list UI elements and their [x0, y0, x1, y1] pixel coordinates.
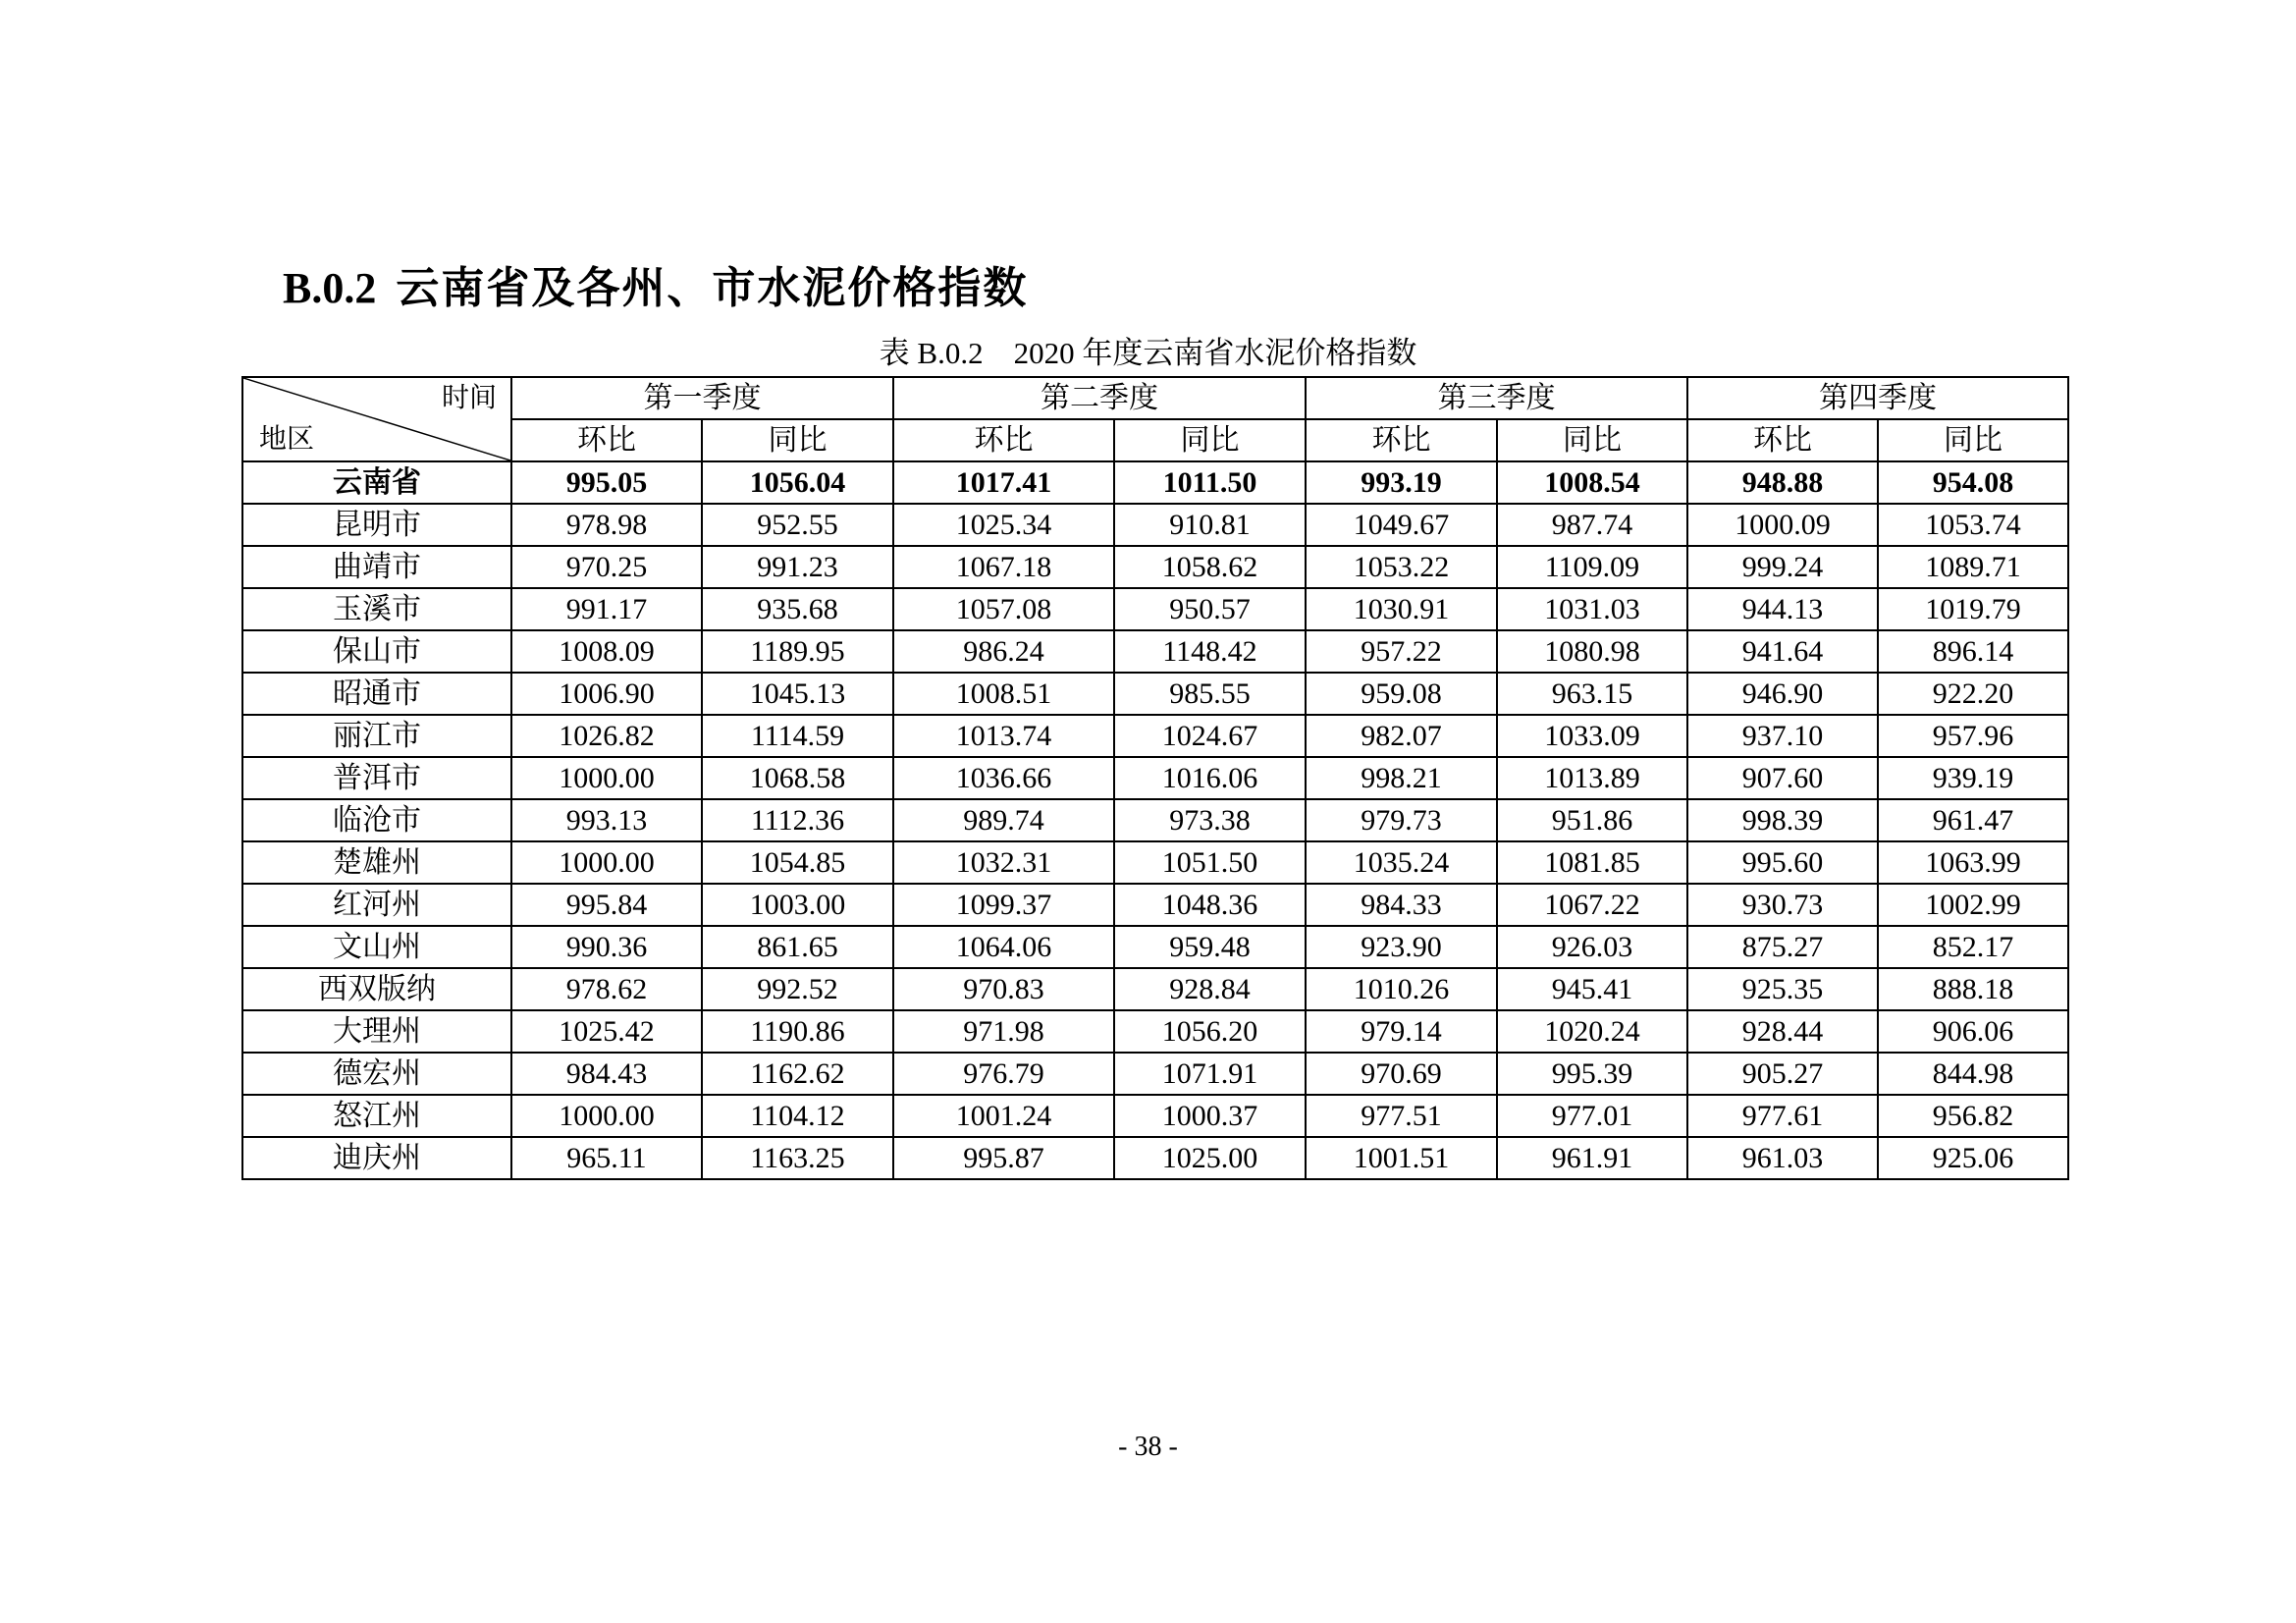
- region-cell: 红河州: [242, 884, 511, 926]
- quarter-header-q1: 第一季度: [511, 377, 893, 419]
- table-row: [242, 841, 2068, 884]
- value-cell: 991.17: [511, 588, 702, 630]
- value-cell: 1019.79: [1878, 588, 2068, 630]
- value-cell: 970.25: [511, 546, 702, 588]
- table-caption: 表 B.0.2 2020 年度云南省水泥价格指数: [879, 336, 1417, 370]
- region-cell: 保山市: [242, 630, 511, 673]
- value-cell: 1190.86: [702, 1010, 893, 1053]
- value-cell: 888.18: [1878, 968, 2068, 1010]
- value-cell: 1053.22: [1306, 546, 1497, 588]
- value-cell: 1031.03: [1497, 588, 1687, 630]
- value-cell: 925.35: [1687, 968, 1878, 1010]
- value-cell: 905.27: [1687, 1053, 1878, 1095]
- value-cell: 982.07: [1306, 715, 1497, 757]
- value-cell: 928.84: [1114, 968, 1306, 1010]
- quarter-header-q4: 第四季度: [1687, 377, 2068, 419]
- cement-price-index-table: [241, 376, 2069, 1180]
- region-cell: 昭通市: [242, 673, 511, 715]
- corner-cell: [242, 377, 511, 461]
- value-cell: 1010.26: [1306, 968, 1497, 1010]
- sub-header-mom: 环比: [1687, 419, 1878, 461]
- value-cell: 995.87: [893, 1137, 1114, 1179]
- value-cell: 1045.13: [702, 673, 893, 715]
- table-row: [242, 715, 2068, 757]
- value-cell: 1067.18: [893, 546, 1114, 588]
- region-cell: 怒江州: [242, 1095, 511, 1137]
- value-cell: 896.14: [1878, 630, 2068, 673]
- value-cell: 945.41: [1497, 968, 1687, 1010]
- table-body: [242, 461, 2068, 1179]
- value-cell: 961.03: [1687, 1137, 1878, 1179]
- value-cell: 977.01: [1497, 1095, 1687, 1137]
- value-cell: 973.38: [1114, 799, 1306, 841]
- value-cell: 993.13: [511, 799, 702, 841]
- value-cell: 1068.58: [702, 757, 893, 799]
- table-row: [242, 461, 2068, 504]
- value-cell: 1001.51: [1306, 1137, 1497, 1179]
- value-cell: 1162.62: [702, 1053, 893, 1095]
- region-cell: 临沧市: [242, 799, 511, 841]
- table-row: [242, 630, 2068, 673]
- value-cell: 928.44: [1687, 1010, 1878, 1053]
- table-row: [242, 673, 2068, 715]
- value-cell: 985.55: [1114, 673, 1306, 715]
- value-cell: 926.03: [1497, 926, 1687, 968]
- value-cell: 1104.12: [702, 1095, 893, 1137]
- value-cell: 1099.37: [893, 884, 1114, 926]
- value-cell: 998.21: [1306, 757, 1497, 799]
- value-cell: 1000.37: [1114, 1095, 1306, 1137]
- value-cell: 1025.34: [893, 504, 1114, 546]
- value-cell: 1114.59: [702, 715, 893, 757]
- value-cell: 930.73: [1687, 884, 1878, 926]
- value-cell: 1033.09: [1497, 715, 1687, 757]
- table-row: [242, 1010, 2068, 1053]
- value-cell: 1089.71: [1878, 546, 2068, 588]
- value-cell: 1011.50: [1114, 461, 1306, 504]
- value-cell: 979.73: [1306, 799, 1497, 841]
- value-cell: 971.98: [893, 1010, 1114, 1053]
- sub-header-yoy: 同比: [702, 419, 893, 461]
- value-cell: 979.14: [1306, 1010, 1497, 1053]
- value-cell: 954.08: [1878, 461, 2068, 504]
- sub-header-yoy: 同比: [1878, 419, 2068, 461]
- value-cell: 1000.09: [1687, 504, 1878, 546]
- value-cell: 1026.82: [511, 715, 702, 757]
- value-cell: 970.69: [1306, 1053, 1497, 1095]
- value-cell: 1080.98: [1497, 630, 1687, 673]
- value-cell: 1006.90: [511, 673, 702, 715]
- page-number: - 38 -: [1118, 1432, 1178, 1462]
- section-title: 云南省及各州、市水泥价格指数: [396, 263, 1029, 313]
- value-cell: 1063.99: [1878, 841, 2068, 884]
- value-cell: 1001.24: [893, 1095, 1114, 1137]
- value-cell: 1032.31: [893, 841, 1114, 884]
- value-cell: 1008.09: [511, 630, 702, 673]
- value-cell: 1003.00: [702, 884, 893, 926]
- value-cell: 959.08: [1306, 673, 1497, 715]
- value-cell: 1148.42: [1114, 630, 1306, 673]
- value-cell: 956.82: [1878, 1095, 2068, 1137]
- table-row: [242, 546, 2068, 588]
- table-row: [242, 588, 2068, 630]
- value-cell: 1013.89: [1497, 757, 1687, 799]
- corner-region-label: 地区: [259, 422, 315, 455]
- table-row: [242, 884, 2068, 926]
- table-row: [242, 968, 2068, 1010]
- value-cell: 941.64: [1687, 630, 1878, 673]
- value-cell: 995.60: [1687, 841, 1878, 884]
- table-row: [242, 1137, 2068, 1179]
- value-cell: 948.88: [1687, 461, 1878, 504]
- region-cell: 云南省: [242, 461, 511, 504]
- value-cell: 984.33: [1306, 884, 1497, 926]
- value-cell: 1035.24: [1306, 841, 1497, 884]
- value-cell: 1053.74: [1878, 504, 2068, 546]
- table-row: [242, 799, 2068, 841]
- value-cell: 977.61: [1687, 1095, 1878, 1137]
- value-cell: 961.47: [1878, 799, 2068, 841]
- region-cell: 楚雄州: [242, 841, 511, 884]
- value-cell: 1020.24: [1497, 1010, 1687, 1053]
- value-cell: 957.22: [1306, 630, 1497, 673]
- value-cell: 1071.91: [1114, 1053, 1306, 1095]
- value-cell: 875.27: [1687, 926, 1878, 968]
- section-heading: [283, 257, 1028, 320]
- value-cell: 952.55: [702, 504, 893, 546]
- value-cell: 1064.06: [893, 926, 1114, 968]
- table-row: [242, 1095, 2068, 1137]
- table-row: [242, 1053, 2068, 1095]
- value-cell: 987.74: [1497, 504, 1687, 546]
- value-cell: 999.24: [1687, 546, 1878, 588]
- value-cell: 989.74: [893, 799, 1114, 841]
- region-cell: 德宏州: [242, 1053, 511, 1095]
- value-cell: 1036.66: [893, 757, 1114, 799]
- value-cell: 1013.74: [893, 715, 1114, 757]
- value-cell: 1024.67: [1114, 715, 1306, 757]
- region-cell: 玉溪市: [242, 588, 511, 630]
- value-cell: 990.36: [511, 926, 702, 968]
- value-cell: 1054.85: [702, 841, 893, 884]
- value-cell: 844.98: [1878, 1053, 2068, 1095]
- value-cell: 944.13: [1687, 588, 1878, 630]
- sub-header-mom: 环比: [1306, 419, 1497, 461]
- value-cell: 957.96: [1878, 715, 2068, 757]
- value-cell: 986.24: [893, 630, 1114, 673]
- value-cell: 1025.00: [1114, 1137, 1306, 1179]
- region-cell: 昆明市: [242, 504, 511, 546]
- value-cell: 995.84: [511, 884, 702, 926]
- value-cell: 959.48: [1114, 926, 1306, 968]
- sub-header-mom: 环比: [511, 419, 702, 461]
- value-cell: 961.91: [1497, 1137, 1687, 1179]
- value-cell: 1008.51: [893, 673, 1114, 715]
- value-cell: 992.52: [702, 968, 893, 1010]
- value-cell: 1112.36: [702, 799, 893, 841]
- value-cell: 1002.99: [1878, 884, 2068, 926]
- region-cell: 大理州: [242, 1010, 511, 1053]
- value-cell: 946.90: [1687, 673, 1878, 715]
- value-cell: 970.83: [893, 968, 1114, 1010]
- value-cell: 937.10: [1687, 715, 1878, 757]
- value-cell: 1163.25: [702, 1137, 893, 1179]
- region-cell: 迪庆州: [242, 1137, 511, 1179]
- value-cell: 1057.08: [893, 588, 1114, 630]
- value-cell: 1008.54: [1497, 461, 1687, 504]
- value-cell: 1030.91: [1306, 588, 1497, 630]
- value-cell: 925.06: [1878, 1137, 2068, 1179]
- table-row: [242, 926, 2068, 968]
- quarter-header-q2: 第二季度: [893, 377, 1306, 419]
- value-cell: 1000.00: [511, 757, 702, 799]
- value-cell: 1025.42: [511, 1010, 702, 1053]
- value-cell: 978.98: [511, 504, 702, 546]
- corner-time-label: 时间: [441, 381, 497, 413]
- value-cell: 965.11: [511, 1137, 702, 1179]
- value-cell: 995.39: [1497, 1053, 1687, 1095]
- region-cell: 丽江市: [242, 715, 511, 757]
- value-cell: 976.79: [893, 1053, 1114, 1095]
- region-cell: 文山州: [242, 926, 511, 968]
- value-cell: 978.62: [511, 968, 702, 1010]
- value-cell: 977.51: [1306, 1095, 1497, 1137]
- table-row: [242, 757, 2068, 799]
- sub-header-row: [242, 419, 2068, 461]
- region-cell: 西双版纳: [242, 968, 511, 1010]
- region-cell: 普洱市: [242, 757, 511, 799]
- quarter-header-row: [242, 377, 2068, 419]
- value-cell: 861.65: [702, 926, 893, 968]
- value-cell: 923.90: [1306, 926, 1497, 968]
- value-cell: 1056.20: [1114, 1010, 1306, 1053]
- value-cell: 935.68: [702, 588, 893, 630]
- value-cell: 906.06: [1878, 1010, 2068, 1053]
- value-cell: 1016.06: [1114, 757, 1306, 799]
- section-number: B.0.2: [283, 264, 377, 312]
- value-cell: 1189.95: [702, 630, 893, 673]
- value-cell: 939.19: [1878, 757, 2068, 799]
- value-cell: 1000.00: [511, 841, 702, 884]
- region-cell: 曲靖市: [242, 546, 511, 588]
- value-cell: 1048.36: [1114, 884, 1306, 926]
- value-cell: 852.17: [1878, 926, 2068, 968]
- sub-header-mom: 环比: [893, 419, 1114, 461]
- value-cell: 1067.22: [1497, 884, 1687, 926]
- value-cell: 1017.41: [893, 461, 1114, 504]
- value-cell: 951.86: [1497, 799, 1687, 841]
- value-cell: 995.05: [511, 461, 702, 504]
- value-cell: 1000.00: [511, 1095, 702, 1137]
- value-cell: 1081.85: [1497, 841, 1687, 884]
- value-cell: 922.20: [1878, 673, 2068, 715]
- value-cell: 907.60: [1687, 757, 1878, 799]
- sub-header-yoy: 同比: [1114, 419, 1306, 461]
- value-cell: 1051.50: [1114, 841, 1306, 884]
- quarter-header-q3: 第三季度: [1306, 377, 1687, 419]
- value-cell: 950.57: [1114, 588, 1306, 630]
- table-row: [242, 504, 2068, 546]
- value-cell: 991.23: [702, 546, 893, 588]
- value-cell: 998.39: [1687, 799, 1878, 841]
- value-cell: 1058.62: [1114, 546, 1306, 588]
- sub-header-yoy: 同比: [1497, 419, 1687, 461]
- value-cell: 963.15: [1497, 673, 1687, 715]
- value-cell: 910.81: [1114, 504, 1306, 546]
- value-cell: 1049.67: [1306, 504, 1497, 546]
- value-cell: 984.43: [511, 1053, 702, 1095]
- value-cell: 1056.04: [702, 461, 893, 504]
- value-cell: 1109.09: [1497, 546, 1687, 588]
- value-cell: 993.19: [1306, 461, 1497, 504]
